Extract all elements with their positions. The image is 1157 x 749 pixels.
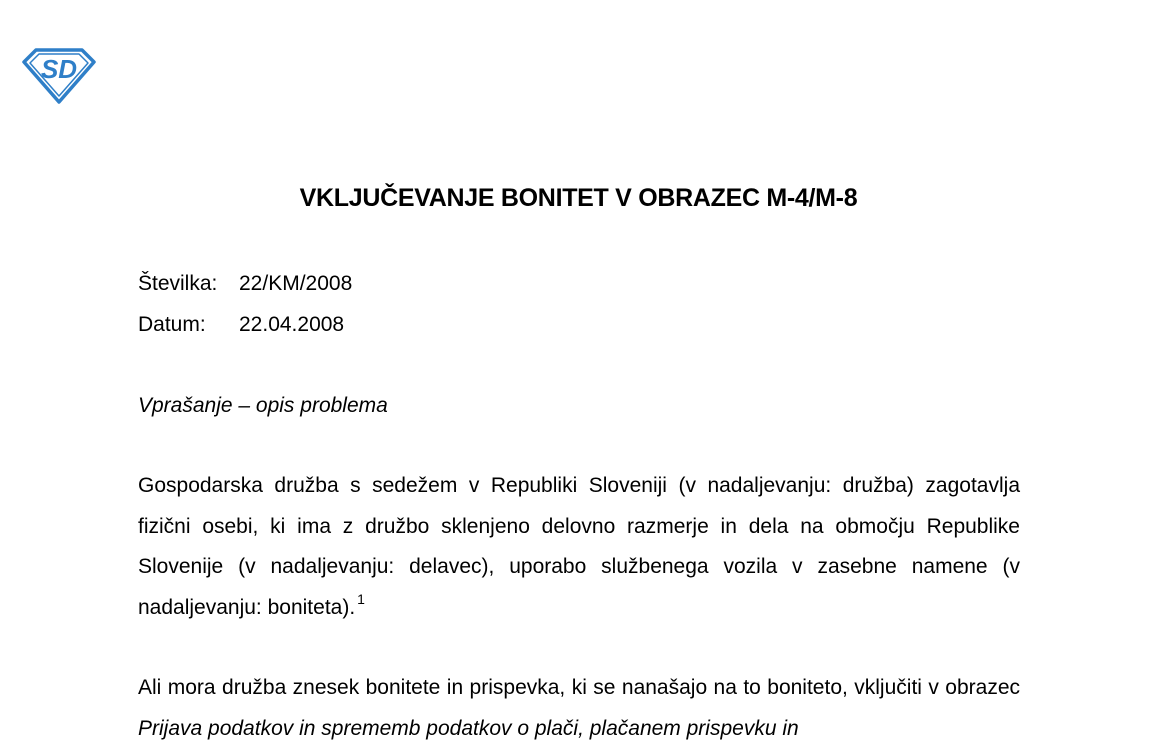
section-heading: Vprašanje – opis problema <box>138 394 388 417</box>
footnote-reference[interactable]: 1 <box>357 590 365 607</box>
date-value: 22.04.2008 <box>239 313 345 336</box>
form-name-italic: Prijava podatkov in sprememb podatkov o plači, plačanem prispevku in <box>138 716 799 740</box>
number-label: Številka: <box>138 272 218 295</box>
paragraph-text: Gospodarska družba s sedežem v Republiki Sloveniji (v nadaljevanju: družba) zagotavlja fizični osebi, ki ima z družbo sklenjeno delovno razmerje in dela na območju Republike Slovenije (v nadaljevanju: delavec), uporabo službenega vozila v zasebne namene (v nadaljevanju: boniteta). <box>138 474 1020 619</box>
document-date-row <box>138 313 344 337</box>
document-number-row <box>138 272 352 296</box>
logo-text: SD <box>40 54 78 84</box>
date-label: Datum: <box>138 313 206 336</box>
paragraph-question <box>138 668 1020 749</box>
document-title: VKLJUČEVANJE BONITET V OBRAZEC M-4/M-8 <box>299 184 858 212</box>
sd-diamond-logo-icon <box>22 48 96 104</box>
paragraph-problem-description <box>138 466 1020 629</box>
number-value: 22/KM/2008 <box>239 272 353 295</box>
paragraph-text: Ali mora družba znesek bonitete in prispevka, ki se nanašajo na to boniteto, vključiti v obrazec <box>138 676 1020 699</box>
company-logo <box>22 48 96 104</box>
